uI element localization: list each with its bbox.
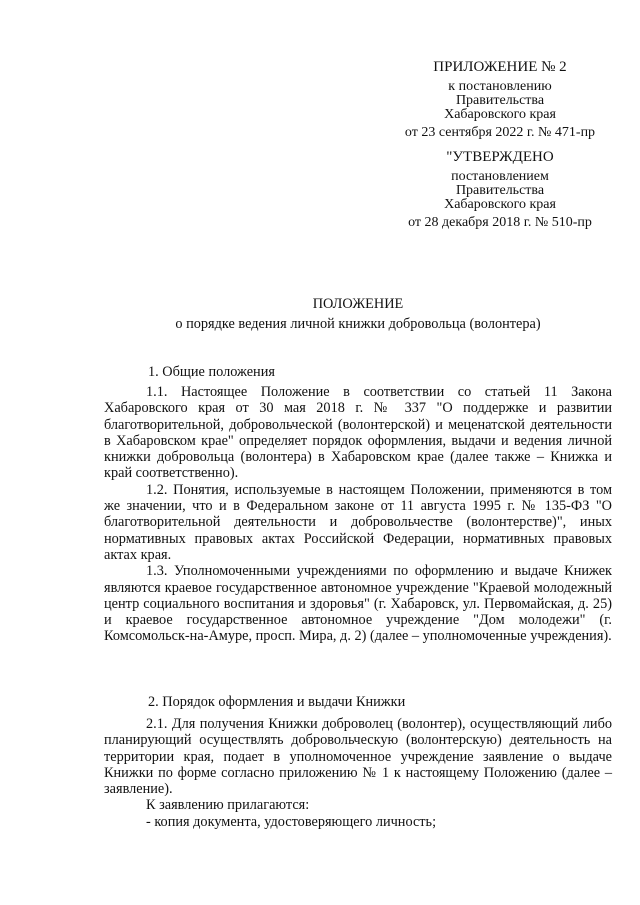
document-title: ПОЛОЖЕНИЕ <box>312 296 404 312</box>
appendix-title: ПРИЛОЖЕНИЕ № 2 <box>433 59 567 75</box>
paragraph-2-2: К заявлению прилагаются: <box>146 797 310 814</box>
approved-title: "УТВЕРЖДЕНО <box>446 149 554 165</box>
appendix-line-2: Правительства <box>455 93 545 108</box>
appendix-line-4: от 23 сентября 2022 г. № 471-пр <box>404 125 596 140</box>
appendix-block <box>380 58 620 140</box>
paragraph-2-1: 2.1. Для получения Книжки доброволец (волонтер), осуществляющий либо планирующий осуществлять добровольческую (волонтерскую) деятельность на территории края, подает в уполномоченное учреждение заявление о выдаче Книжки по форме согласно приложению № 1 к настоящему Положению (далее – заявление). <box>104 716 612 798</box>
approved-line-1: постановлением <box>451 169 549 184</box>
section-1-heading: 1. Общие положения <box>148 364 275 380</box>
approved-line-2: Правительства <box>455 183 545 198</box>
approved-block <box>380 148 620 230</box>
document-subtitle: о порядке ведения личной книжки добровольца (волонтера) <box>175 316 541 332</box>
paragraph-2-3: - копия документа, удостоверяющего личность; <box>146 813 437 830</box>
section-2-body <box>104 716 612 830</box>
approved-line-3: Хабаровского края <box>444 197 556 212</box>
paragraph-1-1: 1.1. Настоящее Положение в соответствии со статьей 11 Закона Хабаровского края от 30 мая 2018 г. № 337 "О поддержке и развитии благотворительной, добровольческой (волонтерской) и меценатской деятельности в Хабаровском крае" определяет порядок оформления, выдачи и ведения личной книжки добровольца (волонтера) в Хабаровском крае (далее также – Книжка и край соответственно). <box>104 384 612 482</box>
section-1-body <box>104 384 612 645</box>
section-2-heading: 2. Порядок оформления и выдачи Книжки <box>148 694 406 710</box>
appendix-line-3: Хабаровского края <box>444 107 556 122</box>
paragraph-1-3: 1.3. Уполномоченными учреждениями по оформлению и выдаче Книжек являются краевое государственное автономное учреждение "Краевой молодежный центр социального воспитания и здоровья" (г. Хабаровск, ул. Первомайская, д. 25) и краевое государственное автономное учреждение "Дом молодежи" (г. Комсомольск-на-Амуре, просп. Мира, д. 2) (далее – уполномоченные учреждения). <box>104 563 612 645</box>
paragraph-1-2: 1.2. Понятия, используемые в настоящем Положении, применяются в том же значении, что и в Федеральном законе от 11 августа 1995 г. № 135-ФЗ "О благотворительной деятельности и добровольчестве (волонтерстве)", иных нормативных правовых актах Российской Федерации, нормативных правовых актах края. <box>104 481 612 563</box>
appendix-line-1: к постановлению <box>448 79 552 94</box>
approved-line-4: от 28 декабря 2018 г. № 510-пр <box>408 215 592 230</box>
